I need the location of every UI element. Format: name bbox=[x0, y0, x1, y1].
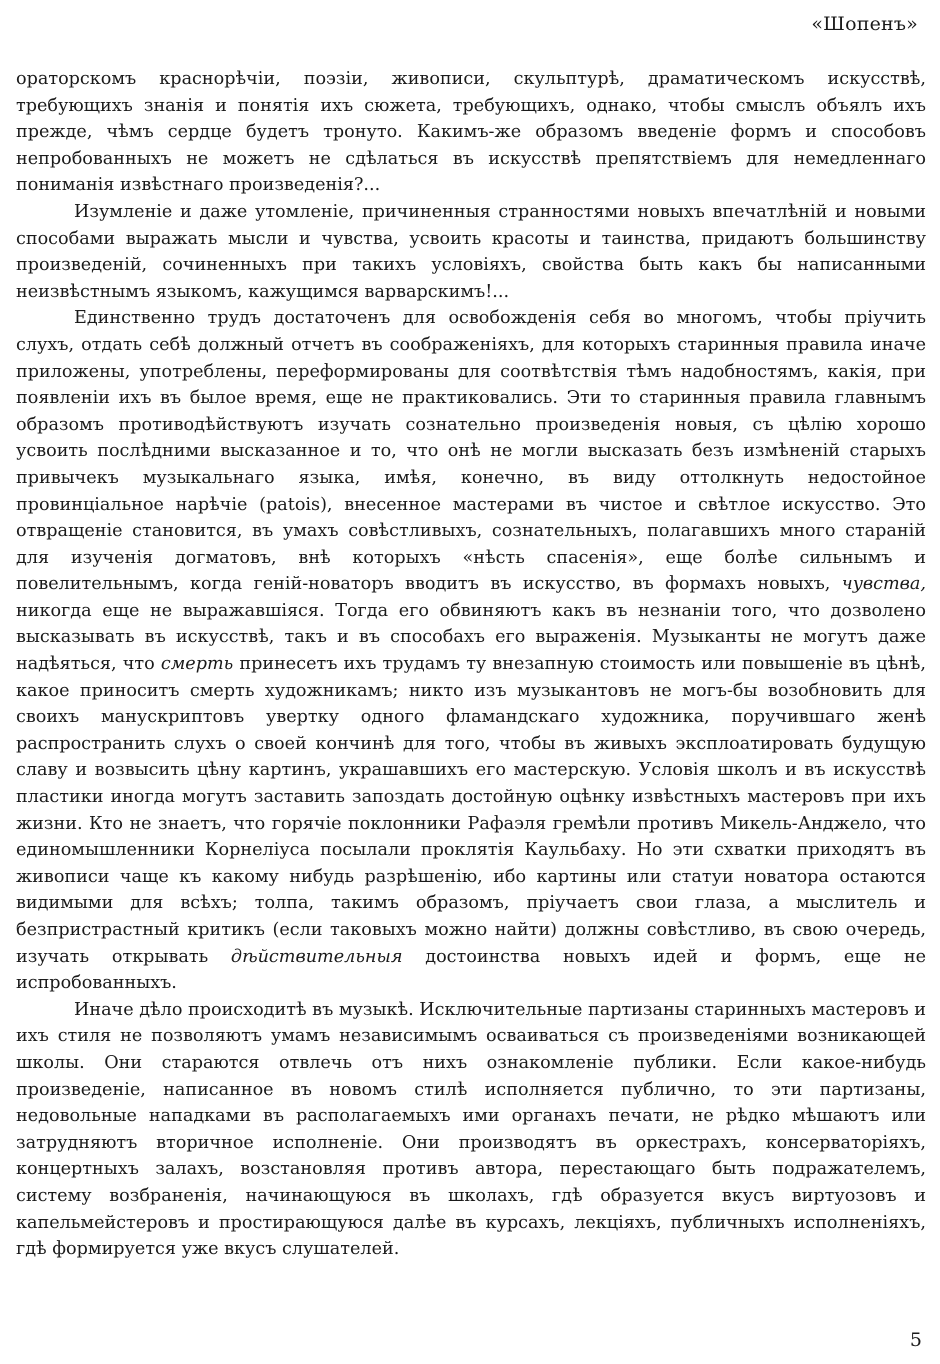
italic-emphasis: смерть bbox=[160, 654, 234, 675]
paragraph bbox=[16, 199, 926, 305]
paragraph bbox=[16, 66, 926, 199]
paragraph bbox=[16, 997, 926, 1263]
text-run: принесетъ ихъ трудамъ ту внезапную стоимость или повышеніе въ цѣнѣ, какое приноситъ смерть художникамъ; никто изъ музыкантовъ не могъ-бы возобновить для своихъ манускриптовъ увертку одного фламандскаго художника, поручившаго женѣ распространить слухъ о своей кончинѣ для того, чтобы въ живыхъ эксплоатировать будущую славу и возвысить цѣну картинъ, украшавшихъ его мастерскую. Условія школъ и въ искусствѣ пластики иногда могутъ заставить запоздать достойную оцѣнку извѣстныхъ мастеровъ при ихъ жизни. Кто не знаетъ, что горячіе поклонники Рафаэля гремѣли противъ Микель-Анджело, что единомышленники Корнеліуса посылали проклятія Каульбаху. Но эти схватки приходятъ въ живописи чаще къ какому нибудь разрѣшенію, ибо картины или статуи новатора остаются видимыми для всѣхъ; толпа, такимъ образомъ, пріучаетъ свои глаза, а мыслитель и безпристрастный критикъ (если таковыхъ можно найти) должны совѣстливо, въ свою очередь, изучать открывать bbox=[16, 654, 926, 967]
text-run: никогда еще не выражавшіяся. Тогда его обвиняютъ какъ въ незнаніи того, что дозволено высказывать въ искусствѣ, такъ и въ способахъ его выраженія. Музыканты не могутъ даже надѣяться, что bbox=[16, 600, 926, 675]
paragraph bbox=[16, 305, 926, 996]
italic-emphasis: чувства, bbox=[841, 574, 926, 595]
page-number: 5 bbox=[909, 1329, 922, 1351]
text-run: ораторскомъ краснорѣчіи, поэзіи, живописи, скульптурѣ, драматическомъ искусствѣ, требующихъ знанія и понятія ихъ сюжета, требующихъ, однако, чтобы смыслъ объялъ ихъ прежде, чѣмъ сердце будетъ тронуто. Какимъ-же образомъ введеніе формъ и способовъ непробованныхъ не можетъ не сдѣлаться въ искусствѣ препятствіемъ для немедленнаго пониманія извѣстнаго произведенія?... bbox=[16, 69, 926, 196]
running-title: «Шопенъ» bbox=[811, 13, 918, 35]
text-run: достоинства новыхъ идей и формъ, еще не испробованныхъ. bbox=[16, 946, 926, 994]
text-run: Единственно трудъ достаточенъ для освобожденія себя во многомъ, чтобы пріучить слухъ, отдать себѣ должный отчетъ въ соображеніяхъ, для которыхъ старинныя правила иначе приложены, употреблены, переформированы для соотвѣтствія тѣмъ надобностямъ, какія, при появленіи ихъ въ былое время, еще не практиковались. Эти то старинныя правила главнымъ образомъ противодѣйствуютъ изучать сознательно произведенія новыя, съ цѣлію хорошо усвоить послѣдними высказанное и то, что онѣ не могли высказать безъ измѣненій старыхъ привычекъ музыкальнаго языка, имѣя, конечно, въ виду оттолкнуть недостойное провинціальное нарѣчіе (patois), внесенное мастерами въ чистое и свѣтлое искусство. Это отвращеніе становится, въ умахъ совѣстливыхъ, сознательныхъ, полагавшихъ много стараній для изученія догматовъ, внѣ которыхъ «нѣсть спасенія», еще болѣе сильнымъ и повелительнымъ, когда геній-новаторъ вводитъ въ искусство, въ формахъ новыхъ, bbox=[16, 308, 926, 595]
text-run: Иначе дѣло происходитѣ въ музыкѣ. Исключительные партизаны старинныхъ мастеровъ и ихъ стиля не позволяютъ умамъ независимымъ осваиваться съ произведеніями возникающей школы. Они стараются отвлечь отъ нихъ ознакомленіе публики. Если какое-нибудь произведеніе, написанное въ новомъ стилѣ исполняется публично, то эти партизаны, недовольные нападками въ располагаемыхъ ими органахъ печати, не рѣдко мѣшаютъ или затрудняютъ вторичное исполненіе. Они производятъ въ оркестрахъ, консерваторіяхъ, концертныхъ залахъ, возстановляя противъ автора, перестающаго быть подражателемъ, систему возбраненія, начинающуюся въ школахъ, гдѣ образуется вкусъ виртуозовъ и капельмейстеровъ и простирающуюся далѣе въ курсахъ, лекціяхъ, публичныхъ исполненіяхъ, гдѣ формируется уже вкусъ слушателей. bbox=[16, 999, 926, 1260]
italic-emphasis: дѣйствительныя bbox=[230, 946, 403, 967]
body-text bbox=[16, 66, 926, 1263]
text-run: Изумленіе и даже утомленіе, причиненныя странностями новыхъ впечатлѣній и новыми способами выражать мысли и чувства, усвоить красоты и таинства, придаютъ большинству произведеній, сочиненныхъ при такихъ условіяхъ, свойства быть какъ бы написанными неизвѣстнымъ языкомъ, кажущимся варварскимъ!... bbox=[16, 201, 926, 302]
